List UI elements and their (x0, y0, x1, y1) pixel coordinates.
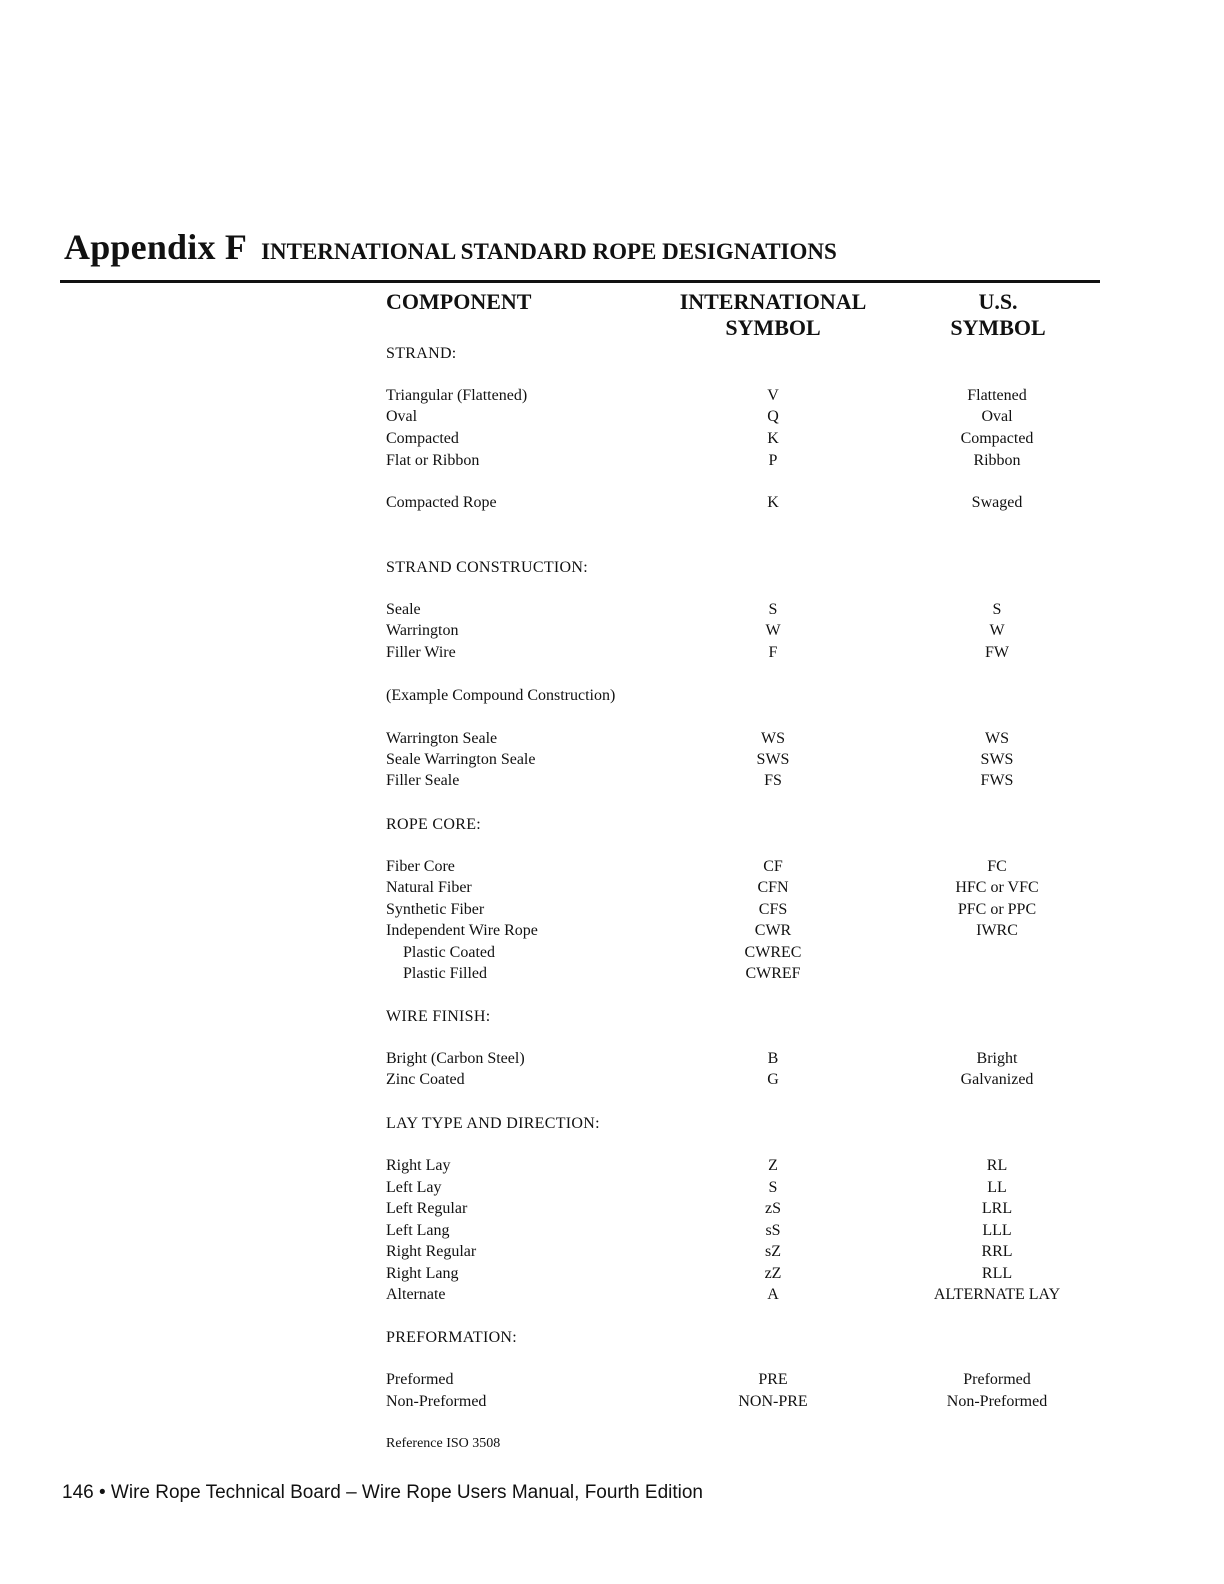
appendix-label: Appendix F (64, 227, 248, 267)
international-symbol-cell: B (767, 1050, 779, 1067)
international-symbol-cell: Q (767, 408, 779, 425)
us-symbol-cell: FC (987, 858, 1007, 875)
international-symbol-cell: FS (764, 772, 782, 789)
section-rope-core: ROPE CORE: (386, 816, 482, 833)
table-row (0, 749, 1224, 770)
table-row (0, 920, 1224, 941)
us-symbol-cell: Compacted (960, 430, 1034, 447)
us-symbol-cell: Oval (981, 408, 1013, 425)
table-row (0, 1391, 1224, 1412)
international-symbol-cell: G (767, 1071, 779, 1088)
us-symbol-cell: Ribbon (973, 452, 1021, 469)
international-symbol-cell: K (767, 430, 779, 447)
us-symbol-cell: LL (987, 1179, 1007, 1196)
international-symbol-cell: CWREF (745, 965, 801, 982)
table-row (0, 856, 1224, 877)
table-row (0, 428, 1224, 449)
page-footer: 146 • Wire Rope Technical Board – Wire Rope Users Manual, Fourth Edition (62, 1482, 703, 1503)
international-symbol-cell: F (768, 644, 778, 661)
international-symbol-cell: P (768, 452, 778, 469)
international-symbol-cell: K (767, 494, 779, 511)
international-symbol-cell: CFN (757, 879, 789, 896)
component-cell: Triangular (Flattened) (386, 387, 528, 404)
component-cell: Fiber Core (386, 858, 455, 875)
table-row (0, 1155, 1224, 1176)
component-cell: Filler Wire (386, 644, 456, 661)
table-row (0, 877, 1224, 898)
us-symbol-cell: PFC or PPC (957, 901, 1037, 918)
us-symbol-cell: HFC or VFC (955, 879, 1039, 896)
international-symbol-cell: V (767, 387, 779, 404)
us-symbol-cell: Swaged (971, 494, 1023, 511)
section-example-compound: (Example Compound Construction) (386, 687, 616, 704)
international-symbol-cell: PRE (758, 1371, 788, 1388)
us-symbol-cell: Bright (976, 1050, 1018, 1067)
component-cell: Natural Fiber (386, 879, 472, 896)
table-row (0, 1220, 1224, 1241)
section-strand-construction: STRAND CONSTRUCTION: (386, 559, 589, 576)
component-cell: Right Lay (386, 1157, 451, 1174)
page-title: INTERNATIONAL STANDARD ROPE DESIGNATIONS (261, 239, 837, 264)
section-wire-finish: WIRE FINISH: (386, 1008, 491, 1025)
international-symbol-cell: zS (765, 1200, 781, 1217)
component-cell: Seale Warrington Seale (386, 751, 536, 768)
table-row (0, 599, 1224, 620)
table-row (0, 1263, 1224, 1284)
international-symbol-cell: CWR (754, 922, 792, 939)
component-cell: Bright (Carbon Steel) (386, 1050, 525, 1067)
table-row (0, 963, 1224, 984)
table-row (0, 728, 1224, 749)
component-cell: Compacted Rope (386, 494, 497, 511)
component-cell: Zinc Coated (386, 1071, 465, 1088)
us-symbol-cell: Flattened (967, 387, 1027, 404)
us-symbol-cell: LRL (981, 1200, 1013, 1217)
component-cell: Alternate (386, 1286, 446, 1303)
international-symbol-cell: sS (765, 1222, 781, 1239)
component-cell: Oval (386, 408, 418, 425)
component-cell: Filler Seale (386, 772, 460, 789)
international-symbol-cell: Z (768, 1157, 778, 1174)
component-cell: Compacted (386, 430, 459, 447)
component-cell: Warrington (386, 622, 459, 639)
us-symbol-cell: ALTERNATE LAY (933, 1286, 1061, 1303)
section-preformation: PREFORMATION: (386, 1329, 518, 1346)
international-symbol-cell: WS (761, 730, 785, 747)
table-row (0, 642, 1224, 663)
table-row (0, 1284, 1224, 1305)
component-cell: Independent Wire Rope (386, 922, 538, 939)
us-symbol-cell: RL (986, 1157, 1008, 1174)
international-symbol-cell: A (767, 1286, 779, 1303)
column-header-component: COMPONENT (386, 289, 532, 314)
table-row (0, 1048, 1224, 1069)
component-cell: Plastic Coated (403, 944, 495, 961)
component-cell: Left Lay (386, 1179, 442, 1196)
component-cell: Right Lang (386, 1265, 459, 1282)
us-symbol-cell: W (989, 622, 1005, 639)
us-symbol-cell: FW (985, 644, 1009, 661)
reference-note: Reference ISO 3508 (386, 1436, 501, 1451)
table-row (0, 450, 1224, 471)
us-symbol-cell: Galvanized (960, 1071, 1034, 1088)
component-cell: Synthetic Fiber (386, 901, 485, 918)
table-row (0, 1241, 1224, 1262)
table-row (0, 620, 1224, 641)
component-cell: Right Regular (386, 1243, 477, 1260)
international-symbol-cell: CF (763, 858, 783, 875)
us-symbol-cell: FWS (980, 772, 1014, 789)
component-cell: Preformed (386, 1371, 454, 1388)
component-cell: Seale (386, 601, 421, 618)
international-symbol-cell: CFS (758, 901, 788, 918)
component-cell: Non-Preformed (386, 1393, 487, 1410)
section-lay-type-direction: LAY TYPE AND DIRECTION: (386, 1115, 600, 1132)
us-symbol-cell: Non-Preformed (946, 1393, 1048, 1410)
international-symbol-cell: CWREC (744, 944, 802, 961)
column-header-international-symbol: INTERNATIONAL SYMBOL (679, 289, 867, 340)
table-row (0, 770, 1224, 791)
table-row (0, 1177, 1224, 1198)
component-cell: Left Regular (386, 1200, 468, 1217)
table-row (0, 406, 1224, 427)
international-symbol-cell: zZ (764, 1265, 782, 1282)
international-symbol-cell: sZ (765, 1243, 781, 1260)
international-symbol-cell: NON-PRE (738, 1393, 808, 1410)
component-cell: Plastic Filled (403, 965, 487, 982)
table-row (0, 1069, 1224, 1090)
international-symbol-cell: S (768, 601, 778, 618)
us-symbol-cell: Preformed (963, 1371, 1031, 1388)
table-row (0, 899, 1224, 920)
us-symbol-cell: RRL (981, 1243, 1013, 1260)
us-symbol-cell: SWS (980, 751, 1014, 768)
international-symbol-cell: S (768, 1179, 778, 1196)
table-row (0, 1369, 1224, 1390)
table-row (0, 492, 1224, 513)
table-row (0, 942, 1224, 963)
us-symbol-cell: IWRC (976, 922, 1018, 939)
table-row (0, 1198, 1224, 1219)
international-symbol-cell: W (765, 622, 781, 639)
us-symbol-cell: WS (985, 730, 1009, 747)
component-cell: Left Lang (386, 1222, 450, 1239)
us-symbol-cell: LLL (982, 1222, 1012, 1239)
us-symbol-cell: RLL (981, 1265, 1013, 1282)
us-symbol-cell: S (992, 601, 1002, 618)
international-symbol-cell: SWS (756, 751, 790, 768)
table-row (0, 385, 1224, 406)
section-strand: STRAND: (386, 345, 457, 362)
column-header-us-symbol: U.S. SYMBOL (950, 289, 1046, 340)
component-cell: Warrington Seale (386, 730, 498, 747)
component-cell: Flat or Ribbon (386, 452, 480, 469)
